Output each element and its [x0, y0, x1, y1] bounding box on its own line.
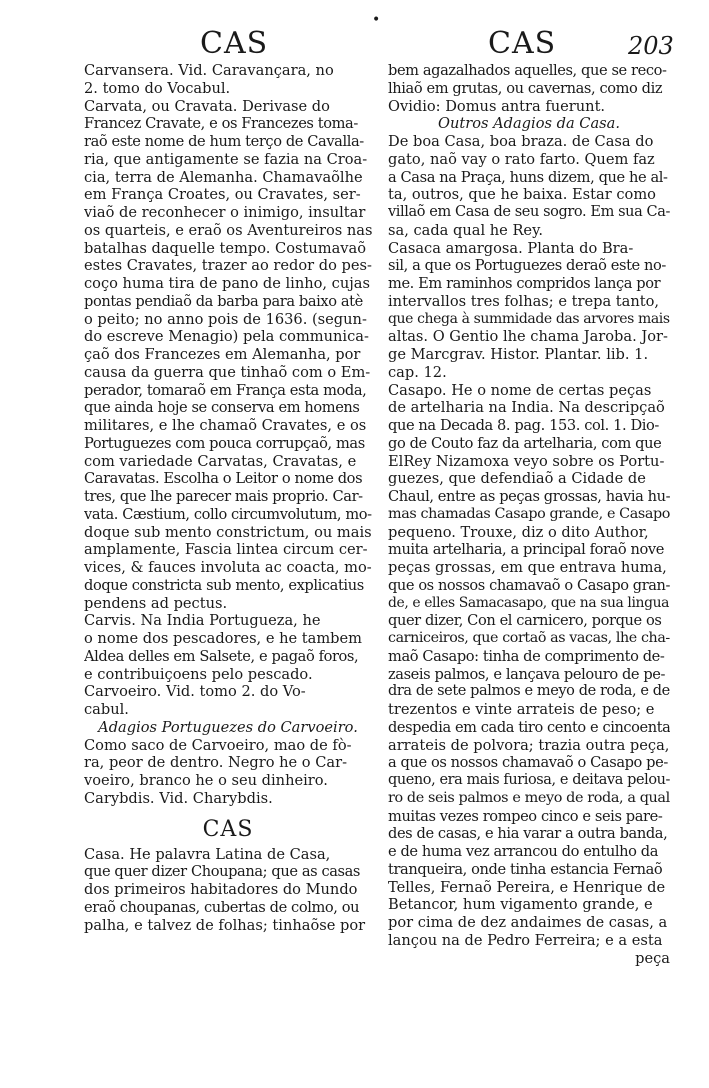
- text-line: Betancor, hum vigamento grande, e: [388, 896, 653, 914]
- text-line: tres, que lhe parecer mais proprio. Car-: [84, 488, 363, 505]
- left-running-head: CAS: [200, 26, 269, 61]
- text-line: muita artelharia, a principal foraõ nove: [388, 541, 664, 559]
- text-line: cia, terra de Alemanha. Chamavaõlhe: [84, 168, 363, 186]
- page-number: 203: [628, 32, 674, 60]
- text-line: de, e elles Samacasapo, que na sua lingua: [388, 594, 670, 611]
- text-line: Casa. He palavra Latina de Casa,: [84, 845, 331, 863]
- text-line: Aldea delles em Salsete, e pagaõ foros,: [84, 647, 359, 665]
- text-line: pontas pendiaõ da barba para baixo atè: [84, 292, 363, 310]
- text-line: Carvansera. Vid. Caravançara, no: [84, 62, 334, 79]
- text-line: despedia em cada tiro cento e cincoenta: [388, 718, 670, 736]
- text-line: tranqueira, onde tinha estancia Fernaõ: [388, 860, 663, 878]
- top-marker: •: [372, 12, 381, 28]
- text-line: que chega à summidade das arvores mais: [388, 310, 670, 327]
- text-line: queno, era mais furiosa, e deitava pelou-: [388, 772, 670, 788]
- text-line: Telles, Fernaõ Pereira, e Henrique de: [388, 878, 666, 896]
- text-line: Carvoeiro. Vid. tomo 2. do Vo-: [84, 683, 306, 701]
- text-line: que os nossos chamavaõ o Casapo gran-: [388, 576, 670, 594]
- text-line: Ovidio: Domus antra fuerunt.: [388, 97, 606, 115]
- text-line: trezentos e vinte arrateis de peso; e: [388, 701, 655, 718]
- right-column: [388, 62, 670, 967]
- text-line: quer dizer, Con el carnicero, porque os: [388, 612, 662, 630]
- text-line: a Casa na Praça, huns dizem, que he al-: [388, 168, 668, 186]
- text-line: ra, peor de dentro. Negro he o Car-: [84, 754, 348, 772]
- text-line: Como saco de Carvoeiro, mao de fò-: [84, 736, 352, 754]
- text-line: villaõ em Casa de seu sogro. Em sua Ca-: [388, 204, 670, 220]
- text-line: ro de seis palmos e meyo de roda, a qual: [388, 789, 670, 806]
- text-line: viaõ de reconhecer o inimigo, insultar: [84, 204, 366, 221]
- text-line: çaõ dos Francezes em Alemanha, por: [84, 346, 361, 363]
- text-line: maõ Casapo: tinha de comprimento de-: [388, 647, 665, 665]
- left-entries-bottom: [84, 846, 372, 935]
- text-line: eraõ choupanas, cubertas de colmo, ou: [84, 898, 360, 916]
- text-line: Chaul, entre as peças grossas, havia hu-: [388, 488, 670, 505]
- text-line: do escreve Menagio) pela communica-: [84, 328, 369, 346]
- text-line: peças grossas, em que entrava huma,: [388, 559, 667, 576]
- text-line: Carvis. Na India Portugueza, he: [84, 612, 321, 630]
- text-line: e de huma vez arrancou do entulho da: [388, 843, 659, 860]
- text-line: estes Cravates, trazer ao redor do pes-: [84, 257, 372, 275]
- catchword: peça: [635, 949, 670, 967]
- text-line: sil, a que os Portuguezes deraõ este no-: [388, 257, 666, 275]
- text-line: cabul.: [84, 701, 129, 718]
- text-line: os quarteis, e eraõ os Aventureiros nas: [84, 221, 372, 239]
- text-line: des de casas, e hia varar a outra banda,: [388, 825, 668, 843]
- text-line: doque constricta sub mento, explicatius: [84, 576, 364, 594]
- text-line: me. Em raminhos compridos lança por: [388, 275, 661, 292]
- text-line: arrateis de polvora; trazia outra peça,: [388, 736, 670, 754]
- text-line: ge Marcgrav. Histor. Plantar. lib. 1.: [388, 346, 649, 363]
- text-line: batalhas daquelle tempo. Costumavaõ: [84, 239, 366, 257]
- text-line: guezes, que defendiaõ a Cidade de: [388, 470, 646, 488]
- text-line: cap. 12.: [388, 363, 447, 381]
- text-line: Outros Adagios da Casa.: [437, 115, 620, 133]
- text-line: o nome dos pescadores, e he tambem: [84, 630, 363, 647]
- text-line: perador, tomaraõ em França esta moda,: [84, 381, 367, 399]
- section-heading: CAS: [202, 816, 254, 842]
- right-entries: [388, 62, 670, 950]
- text-line: lhiaõ em grutas, ou cavernas, como diz: [388, 79, 663, 97]
- text-line: pendens ad pectus.: [84, 594, 228, 612]
- text-line: Adagios Portuguezes do Carvoeiro.: [98, 718, 358, 736]
- text-line: palha, e talvez de folhas; tinhaõse por: [84, 916, 366, 934]
- text-line: ElRey Nizamoxa veyo sobre os Portu-: [388, 452, 665, 470]
- text-line: lançou na de Pedro Ferreira; e a esta: [388, 931, 663, 949]
- text-line: zaseis palmos, e lançava pelouro de pe-: [388, 665, 666, 683]
- text-line: Francez Cravate, e os Francezes toma-: [84, 115, 358, 133]
- text-line: voeiro, branco he o seu dinheiro.: [84, 772, 328, 789]
- left-column: [84, 62, 372, 934]
- text-line: amplamente, Fascia lintea circum cer-: [84, 541, 368, 559]
- text-line: que na Decada 8. pag. 153. col. 1. Dio-: [388, 417, 659, 434]
- text-line: muitas vezes rompeo cinco e seis pare-: [388, 807, 663, 825]
- left-entries-top: [84, 62, 372, 808]
- text-line: bem agazalhados aquelles, que se reco-: [388, 62, 667, 79]
- text-line: vices, & fauces involuta ac coacta, mo-: [84, 559, 372, 576]
- text-line: Casaca amargosa. Planta do Bra-: [388, 239, 634, 257]
- text-line: Caravatas. Escolha o Leitor o nome dos: [84, 470, 363, 488]
- text-line: que quer dizer Choupana; que as casas: [84, 863, 361, 881]
- text-line: sa, cada qual he Rey.: [388, 221, 544, 239]
- text-line: pequeno. Trouxe, diz o dito Author,: [388, 523, 649, 541]
- text-line: militares, e lhe chamaõ Cravates, e os: [84, 417, 367, 434]
- text-line: coço huma tira de pano de linho, cujas: [84, 275, 370, 292]
- text-line: a que os nossos chamavaõ o Casapo pe-: [388, 754, 668, 772]
- text-line: raõ este nome de hum terço de Cavalla-: [84, 133, 364, 150]
- text-line: ta, outros, que he baixa. Estar como: [388, 186, 656, 204]
- text-line: Carvata, ou Cravata. Derivase do: [84, 97, 330, 115]
- text-line: go de Couto faz da artelharia, com que: [388, 434, 662, 452]
- text-line: carniceiros, que cortaõ as vacas, lhe cha-: [388, 630, 670, 646]
- text-line: de artelharia na India. Na descripçaõ: [388, 399, 665, 417]
- text-line: e contribuiçoens pelo pescado.: [84, 665, 313, 683]
- text-line: Portuguezes com pouca corrupçaõ, mas: [84, 434, 365, 452]
- text-line: com variedade Carvatas, Cravatas, e: [84, 452, 357, 470]
- text-line: mas chamadas Casapo grande, e Casapo: [388, 505, 670, 522]
- text-line: doque sub mento constrictum, ou mais: [84, 523, 372, 541]
- text-line: intervallos tres folhas; e trepa tanto,: [388, 292, 660, 310]
- text-line: Carybdis. Vid. Charybdis.: [84, 789, 273, 807]
- text-line: em França Croates, ou Cravates, ser-: [84, 186, 361, 204]
- text-line: causa da guerra que tinhaõ com o Em-: [84, 363, 371, 381]
- text-line: 2. tomo do Vocabul.: [84, 79, 231, 97]
- text-line: dra de sete palmos e meyo de roda, e de: [388, 683, 670, 700]
- text-line: De boa Casa, boa braza. de Casa do: [388, 133, 654, 150]
- text-line: altas. O Gentio lhe chama Jaroba. Jor-: [388, 328, 668, 346]
- right-running-head: CAS: [488, 26, 557, 61]
- text-line: dos primeiros habitadores do Mundo: [84, 881, 358, 898]
- text-line: ria, que antigamente se fazia na Croa-: [84, 150, 368, 168]
- text-line: que ainda hoje se conserva em homens: [84, 399, 360, 417]
- text-line: o peito; no anno pois de 1636. (segun-: [84, 310, 367, 328]
- text-line: gato, naõ vay o rato farto. Quem faz: [388, 150, 655, 168]
- text-line: por cima de dez andaimes de casas, a: [388, 914, 668, 931]
- text-line: Casapo. He o nome de certas peças: [388, 381, 652, 399]
- text-line: vata. Cæstium, collo circumvolutum, mo-: [84, 505, 372, 523]
